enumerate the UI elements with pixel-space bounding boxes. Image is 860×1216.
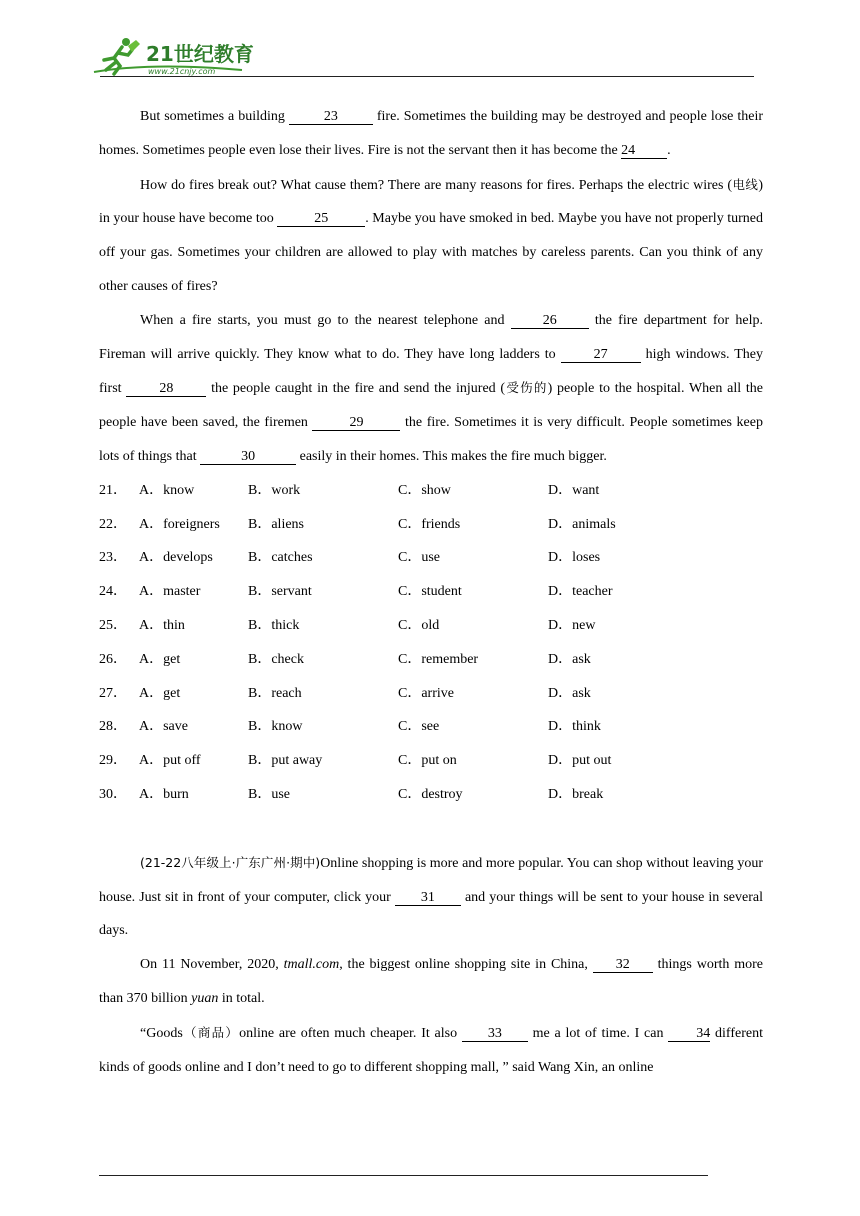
- option-a: A．thin: [139, 617, 185, 633]
- option-b: B．check: [248, 651, 304, 667]
- answer-blank: 29: [312, 416, 400, 431]
- question-number: 24．: [99, 584, 127, 600]
- question-number: 23．: [99, 550, 127, 566]
- footer-divider: [99, 1175, 708, 1176]
- option-b: B．thick: [248, 617, 300, 633]
- option-c: C．old: [398, 617, 440, 633]
- paragraph: (21-22八年级上·广东广州·期中)Online shopping is more and more popular. You can shop without leaving your house. Just sit in front of your computer, click your 31 and your things will be sent to your house in several days.: [99, 854, 763, 939]
- question-number: 30．: [99, 786, 127, 802]
- option-a: A．master: [139, 584, 201, 600]
- question-number: 26．: [99, 651, 127, 667]
- option-row: [99, 710, 763, 744]
- option-d: D．want: [548, 482, 600, 498]
- option-row: [99, 677, 763, 711]
- options-list: [99, 474, 763, 812]
- header-divider: [100, 76, 754, 77]
- answer-blank: 24: [621, 144, 667, 159]
- option-d: D．break: [548, 786, 604, 802]
- answer-blank: 28: [126, 382, 206, 397]
- runner-icon: [92, 34, 262, 80]
- question-number: 28．: [99, 719, 127, 735]
- question-number: 29．: [99, 753, 127, 769]
- question-source: (21-22八年级上·广东广州·期中): [140, 854, 321, 870]
- option-a: A．save: [139, 719, 188, 735]
- question-number: 25．: [99, 617, 127, 633]
- option-c: C．put on: [398, 753, 457, 769]
- answer-blank: 32: [593, 958, 653, 973]
- option-a: A．get: [139, 651, 181, 667]
- document-body: [99, 100, 763, 1084]
- answer-blank: 26: [511, 314, 589, 329]
- option-d: D．new: [548, 617, 596, 633]
- option-a: A．develops: [139, 550, 213, 566]
- option-d: D．ask: [548, 685, 591, 701]
- option-b: B．catches: [248, 550, 313, 566]
- option-b: B．use: [248, 786, 290, 802]
- option-a: A．burn: [139, 786, 189, 802]
- option-d: D．animals: [548, 516, 616, 532]
- answer-blank: 33: [462, 1027, 528, 1042]
- option-d: D．think: [548, 719, 601, 735]
- option-row: [99, 778, 763, 812]
- answer-blank: 25: [277, 212, 365, 227]
- option-row: [99, 609, 763, 643]
- option-b: B．servant: [248, 584, 312, 600]
- option-c: C．remember: [398, 651, 479, 667]
- paragraph: On 11 November, 2020, tmall.com, the biggest online shopping site in China, 32 things worth more than 370 billion yuan in total.: [99, 957, 763, 1006]
- answer-blank: 27: [561, 348, 641, 363]
- option-b: B．know: [248, 719, 303, 735]
- option-c: C．student: [398, 584, 462, 600]
- option-c: C．show: [398, 482, 451, 498]
- answer-blank: 31: [395, 891, 461, 906]
- svg-text:www.21cnjy.com: www.21cnjy.com: [148, 67, 216, 76]
- paragraph: But sometimes a building 23 fire. Sometimes the building may be destroyed and people lose their homes. Sometimes people even lose their lives. Fire is not the servant then it has become the 24 .: [99, 109, 763, 158]
- paragraph: How do fires break out? What cause them? There are many reasons for fires. Perhaps the electric wires (电线) in your house have become too 25 . Maybe you have smoked in bed. Maybe you have not properly turned off your gas. Sometimes your children are allowed to play with matches by careless parents. Can you think of any other causes of fires?: [99, 176, 763, 294]
- option-row: [99, 508, 763, 542]
- question-number: 21．: [99, 482, 127, 498]
- option-row: [99, 575, 763, 609]
- logo: [92, 34, 262, 80]
- option-a: A．foreigners: [139, 516, 220, 532]
- option-a: A．know: [139, 482, 195, 498]
- answer-blank: 34: [668, 1027, 710, 1042]
- option-row: [99, 541, 763, 575]
- option-row: [99, 744, 763, 778]
- option-a: A．put off: [139, 753, 201, 769]
- paragraph: When a fire starts, you must go to the nearest telephone and 26 the fire department for help. Fireman will arrive quickly. They know what to do. They have long ladders to 27 high windows. They first 28 the people caught in the fire and send the injured (受伤的) people to the hospital. When all the people have been saved, the firemen 29 the fire. Sometimes it is very difficult. People sometimes keep lots of things that 30 easily in their homes. This makes the fire much bigger.: [99, 312, 763, 464]
- option-row: [99, 474, 763, 508]
- option-c: C．arrive: [398, 685, 454, 701]
- option-c: C．use: [398, 550, 440, 566]
- answer-blank: 23: [289, 110, 373, 125]
- paragraph: “Goods（商品）online are often much cheaper. It also 33 me a lot of time. I can 34 different kinds of goods online and I don’t need to go to different shopping mall, ” said Wang Xin, an online: [99, 1024, 763, 1075]
- question-number: 22．: [99, 516, 127, 532]
- option-d: D．loses: [548, 550, 601, 566]
- option-b: B．put away: [248, 753, 323, 769]
- option-b: B．reach: [248, 685, 302, 701]
- svg-text:21世纪教育: 21世纪教育: [146, 42, 254, 66]
- option-row: [99, 643, 763, 677]
- option-c: C．destroy: [398, 786, 463, 802]
- option-d: D．ask: [548, 651, 591, 667]
- answer-blank: 30: [200, 450, 296, 465]
- option-d: D．teacher: [548, 584, 613, 600]
- option-b: B．work: [248, 482, 301, 498]
- option-d: D．put out: [548, 753, 612, 769]
- option-c: C．friends: [398, 516, 461, 532]
- option-a: A．get: [139, 685, 181, 701]
- question-number: 27．: [99, 685, 127, 701]
- option-c: C．see: [398, 719, 440, 735]
- option-b: B．aliens: [248, 516, 304, 532]
